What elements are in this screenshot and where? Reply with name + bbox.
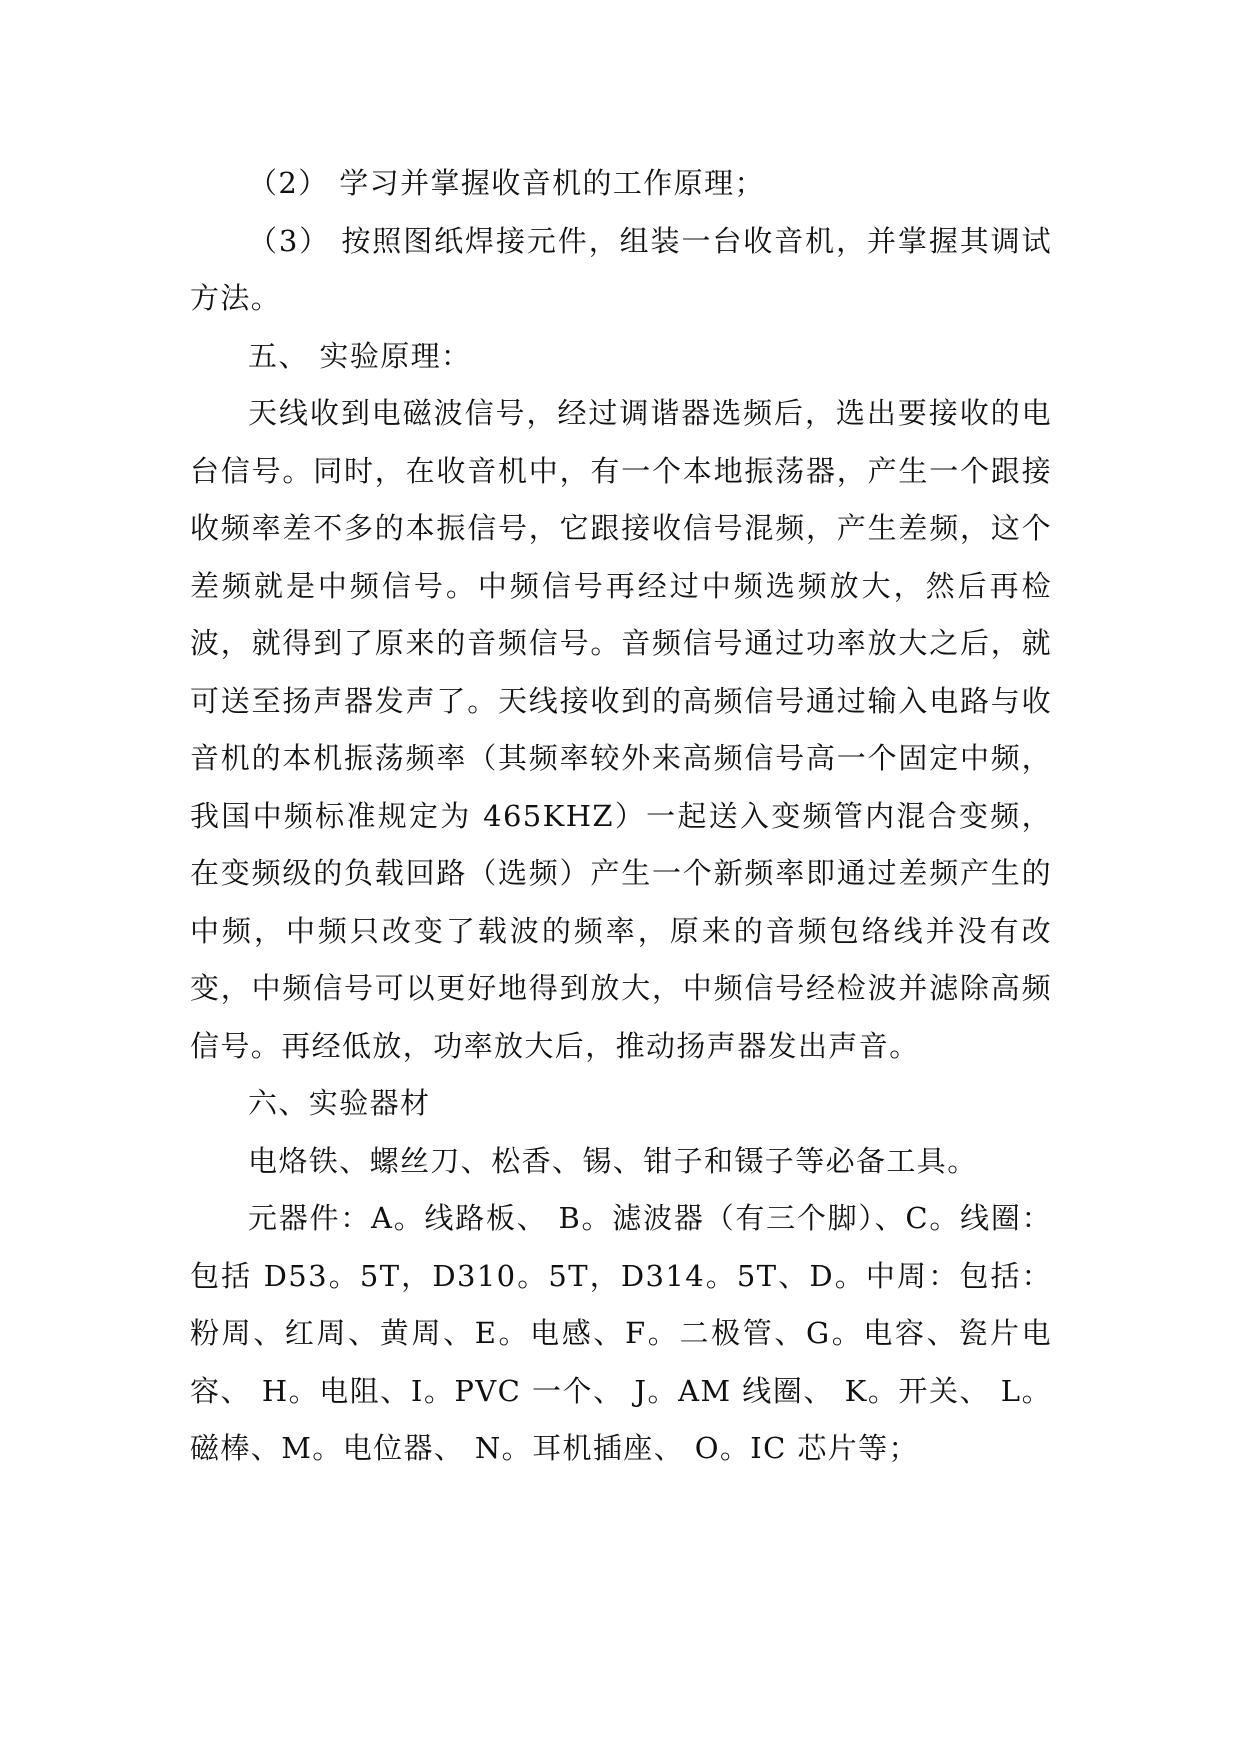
- document-page: [190, 155, 1052, 1478]
- section-heading-principle: 五、 实验原理：: [248, 338, 472, 373]
- body-paragraph-tools: 电烙铁、螺丝刀、松香、锡、钳子和镊子等必备工具。: [248, 1143, 978, 1178]
- body-paragraph-principle: 天线收到电磁波信号，经过调谐器选频后，选出要接收的电台信号。同时，在收音机中，有一个本地振荡器，产生一个跟接收频率差不多的本振信号，它跟接收信号混频，产生差频，这个差频就是中频信号。中频信号再经过中频选频放大，然后再检波，就得到了原来的音频信号。音频信号通过功率放大之后，就可送至扬声器发声了。天线接收到的高频信号通过输入电路与收音机的本机振荡频率（其频率较外来高频信号高一个固定中频，我国中频标准规定为 465KHZ）一起送入变频管内混合变频，在变频级的负载回路（选频）产生一个新频率即通过差频产生的中频，中频只改变了载波的频率，原来的音频包络线并没有改变，中频信号可以更好地得到放大，中频信号经检波并滤除高频信号。再经低放，功率放大后，推动扬声器发出声音。: [190, 396, 1052, 1063]
- section-heading-equipment: 六、实验器材: [248, 1086, 431, 1120]
- list-item-3: （3） 按照图纸焊接元件，组装一台收音机，并掌握其调试方法。: [190, 223, 1052, 315]
- body-paragraph-components: 元器件：A。线路板、 B。滤波器（有三个脚）、C。线圈：包括 D53。5T，D310。5T，D314。5T、D。中周：包括：粉周、红周、黄周、E。电感、F。二极管、G。电容、瓷片电容、 H。电阻、I。PVC 一个、 J。AM 线圈、 K。开关、 L。磁棒、M。电位器、 N。耳机插座、 O。IC 芯片等；: [190, 1201, 1052, 1465]
- list-item-2: （2） 学习并掌握收音机的工作原理；: [248, 166, 765, 200]
